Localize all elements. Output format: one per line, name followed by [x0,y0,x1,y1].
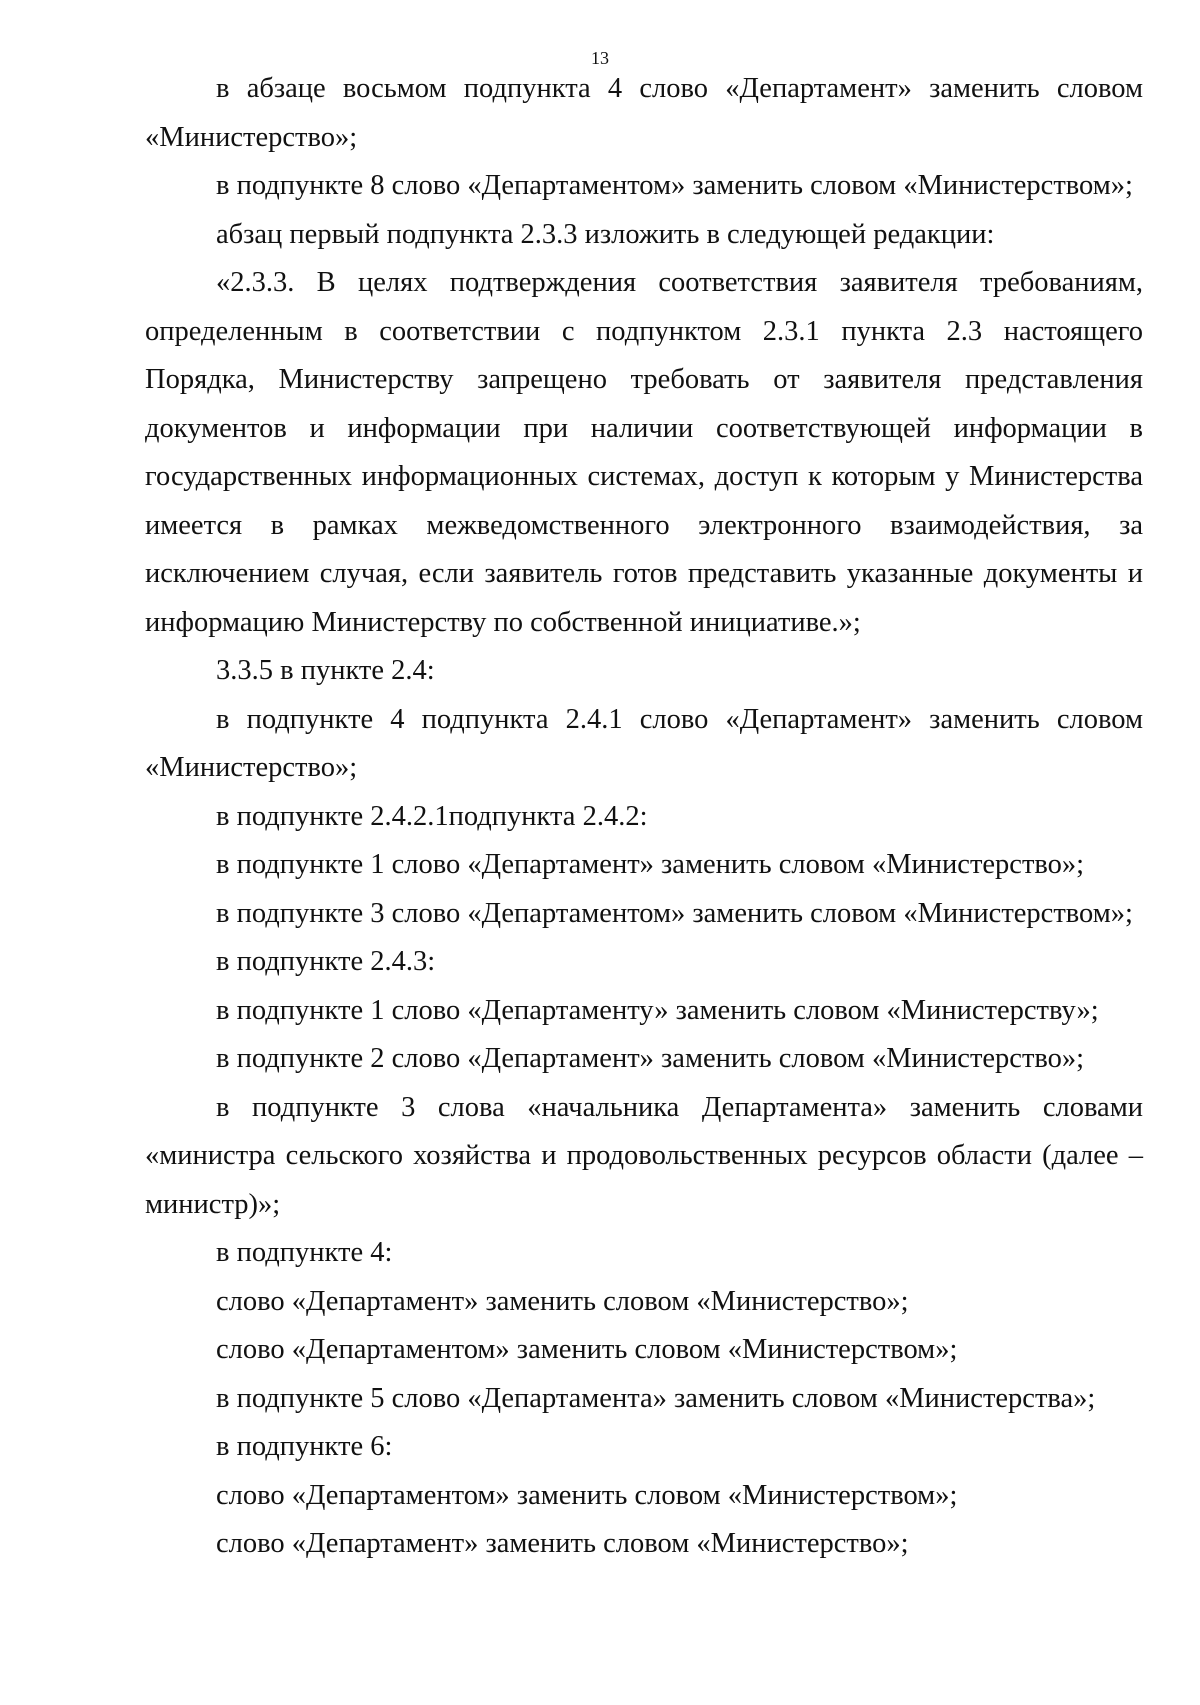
paragraph: 3.3.5 в пункте 2.4: [216,655,435,686]
paragraph: в подпункте 5 слово «Департамента» заменить словом «Министерства»; [216,1382,1096,1414]
paragraph: в абзаце восьмом подпункта 4 слово «Департамент» заменить словом «Министерство»; [145,73,1143,153]
paragraph: в подпункте 2.4.3: [216,946,436,977]
paragraph: слово «Департамент» заменить словом «Министерство»; [216,1528,909,1559]
paragraph: в подпункте 3 слова «начальника Департамента» заменить словами «министра сельского хозяйства и продовольственных ресурсов области (далее – министр)»; [145,1091,1143,1220]
page-number: 13 [591,48,609,68]
paragraph: в подпункте 4 подпункта 2.4.1 слово «Департамент» заменить словом «Министерство»; [145,703,1143,783]
paragraph: в подпункте 8 слово «Департаментом» заменить словом «Министерством»; [216,170,1133,201]
document-body [145,65,1143,1569]
paragraph: в подпункте 4: [216,1237,393,1268]
paragraph: слово «Департамент» заменить словом «Министерство»; [216,1285,909,1317]
paragraph: в подпункте 6: [216,1431,393,1462]
paragraph: в подпункте 3 слово «Департаментом» заменить словом «Министерством»; [216,897,1133,929]
paragraph: слово «Департаментом» заменить словом «Министерством»; [216,1334,958,1365]
paragraph: слово «Департаментом» заменить словом «Министерством»; [216,1479,958,1511]
paragraph: в подпункте 1 слово «Департаменту» заменить словом «Министерству»; [216,994,1099,1026]
paragraph: «2.3.3. В целях подтверждения соответствия заявителя требованиям, определенным в соответствии с подпунктом 2.3.1 пункта 2.3 настоящего Порядка, Министерству запрещено требовать от заявителя представления документов и информации при наличии соответствующей информации в государственных информационных системах, доступ к которым у Министерства имеется в рамках межведомственного электронного взаимодействия, за исключением случая, если заявитель готов представить указанные документы и информацию Министерству по собственной инициативе.»; [145,267,1143,638]
paragraph: абзац первый подпункта 2.3.3 изложить в следующей редакции: [216,218,995,250]
paragraph: в подпункте 2.4.2.1подпункта 2.4.2: [216,800,648,832]
paragraph: в подпункте 2 слово «Департамент» заменить словом «Министерство»; [216,1043,1085,1074]
paragraph: в подпункте 1 слово «Департамент» заменить словом «Министерство»; [216,849,1085,880]
